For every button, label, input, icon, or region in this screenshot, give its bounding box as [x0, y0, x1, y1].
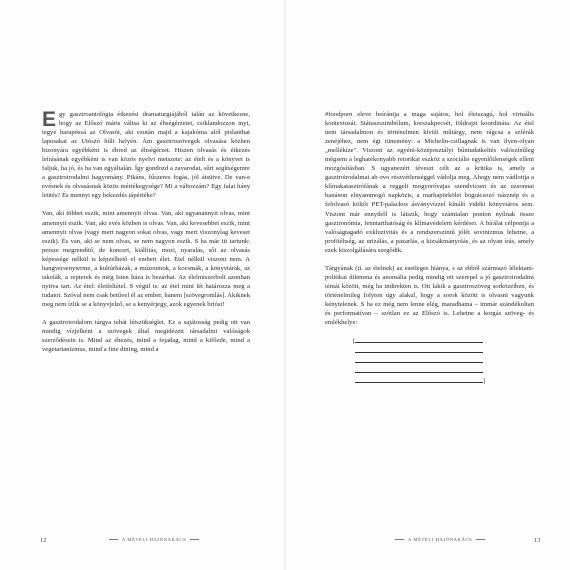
right-folio: 13: [534, 537, 541, 544]
blank-line: [353, 347, 534, 357]
left-folio: 12: [40, 537, 47, 544]
left-page: [0, 0, 284, 570]
left-running-head: A MÉTELI HAJÓNAKÁCS: [105, 537, 203, 543]
left-text-column: [42, 110, 250, 363]
paragraph-2: Van, aki többet eszik, mint amennyit olvas. Van, aki ugyanannyit olvas, mint amennyit eszik. Van, aki evés közben is olvas. Van, aki kevesebbet eszik, mint amennyit olvas (vagy mert nagyon sokat olvas, vagy mert viszonylag keveset eszik). És van, aki se nem olvas, se nem nagyon eszik. S ha már itt tartunk: persze megrendítő, de koncert, kiállítás, mozi, nyaralás, sőt az olvasás képessége nélkül is képzelhető el emberi élet. Étel nélkül viszont nem. A hangversenyterme, a kultúrházak, a múzeumok, a kocsmák, a könyvtárak, az iskolák, a repterek és még Isten háza is bezárhat. Az élelmiszerbolt azonban nyitva tart. Az étel: életfeltétel. S végül is: az étel mint lét határozza meg a tudatot. Szóval nem csak betűvel él az ember, hanem [szövegromlás]. Akiknek meg nem ízlik se a könyvjelző, se a kenyérjegy, azok egyenek brióst!: [42, 210, 250, 308]
right-text-column: [325, 110, 534, 387]
blank-lines: [325, 337, 534, 387]
right-page: [286, 0, 570, 570]
paragraph-1: Egy gasztroantológia étkezési dramaturgiájából talán az következne, hogy az Előszó máris váltsa ki az éhségérzetet, csiklandozzon inyt, tegye harapóssá az Olvasót, aki ezután majd a kajakóma alól pislanthat laposakat az Utószó hűlt helyén. Ám gasztroszövegek olvasása közben bizonyára egyébként is ébred az éhségérzet. Hiszen olvasás és étkezés leírásának egyébként is van közös nyelvi metszete: az ételt és a könyvet is faljuk, ha jó, és ha van egyáltalán. Így gondozd a zavarodat, sűrt segítségemre a gasztroirodalmi hagyomány. Pikáns, fűszeres fogás, jól átsütve. De van-e evésnek és olvasásnak közös mértékegysége? Mi a változzám? Egy falat hány leütés? És mennyi egy bekezdés tápértéke?: [42, 108, 250, 200]
blank-line: ]: [353, 377, 534, 387]
right-running-head: A MÉTELI HAJÓNAKÁCS: [391, 537, 489, 543]
blank-line: [353, 367, 534, 377]
paragraph-5: Tárgyának (ti. az ételnek) az esetleges hiánya, s az ebből származó lélektani-politikai dilemma és anomália pedig mindig ott szerepel a jó gasztroirodalmi témái között, még ha indirekten is. Ott lakik a gasztroszöveg sorközeiben, és történelmileg folyton úgy alakul, hogy a sorok között is olvasni vagyunk kénytelenek. S ha ez még nem lenne elég, maradhatna – immár szándékoltan és performatívan – szótlan ez az Előszó is. Lehetne a korgás szöveg- és emlékhelye:: [325, 264, 534, 327]
drop-cap: E: [42, 108, 56, 131]
paragraph-4: #foodporn eleve beírántja a maga sajátos, hol életszagú, hol virtuális kontextusát. Státuszszimbólum, korszakpecsét, földrajzi koordináta. Az étel nem társadalmon és történelmen kívüli műtárgy, nem rágcsa a szférák zenéjéhez, nem égi tünemény: a Michelin-csillagnak is van ilyen-olyan „mellékíze". Viszont az egyéni-középosztályi bűntudatkeltés valószínűleg mégsem a leghatékonyabb retorikai eszköz a szociális egyenlőtlenségek elleni mozgósításban. S ugyanezért téveszt célt az a kritika is, amely a gasztroirodalmat ab ovo részvétlenséggel vádolja meg. Ahogy nem vádlottja a klímakatasztrófának a reggeli mogyoróvajas szendvicsen és az uzsonnai banánon elnyammogó napközis, a marhapörkölet bográcsozó násznép és a felolvasó költőt PET-palackos ásványvízzel kínáló vidéki könyvtáros sem. Viszont már ennyiből is látszik, hogy számtalan ponton nyílnak össze gasztronómia, fenntarthatóság és klímavédelem kérdései. A bírálat célpontja a valóságtagadó exkluzivitás és a rendszerszintű jólét sovinizmus lehetne, a profitéhség, az urizálás, a pazarlás, a kizsákmányolás, és az olyan írás, amely ezek kiszolgálására szegődik.: [325, 111, 534, 254]
paragraph-3: A gasztroirodalom tárgya tehát létszükséglet. Ez a sajátosság pedig ott van mindig vízjelként a szövegek által megidézett társadalmi valóságok szerződésein is. Mind az éhezés, mind a fejadag, mind a kifőzde, mind a vegetarianizmus, mind a fine dining, mind a: [42, 318, 250, 354]
blank-line: [: [353, 337, 534, 347]
blank-line: [353, 357, 534, 367]
